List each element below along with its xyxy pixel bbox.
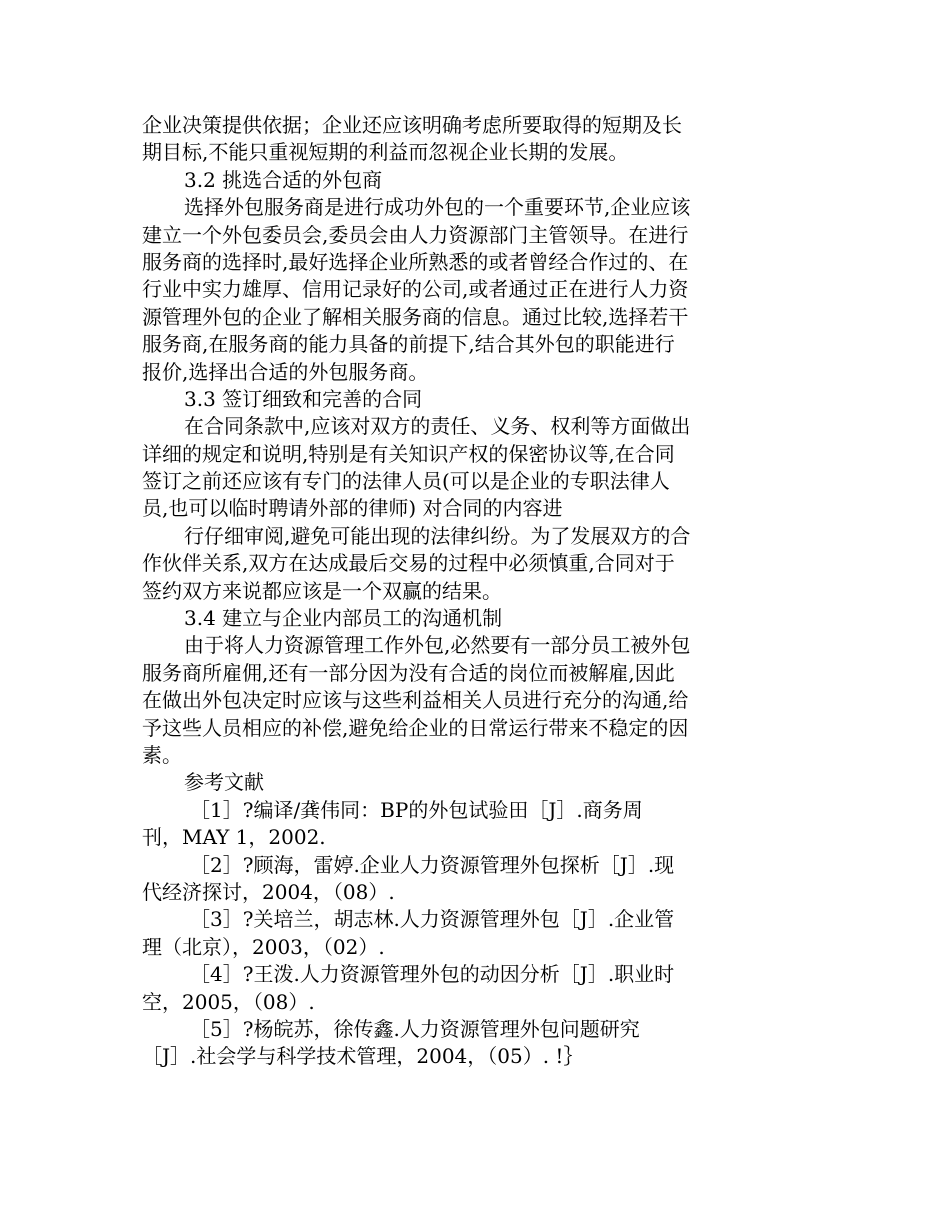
text-line: 代经济探讨，2004，（08）. <box>142 879 395 904</box>
text-line: 建立一个外包委员会,委员会由人力资源部门主管领导。在进行 <box>142 222 689 247</box>
text-line: 素。 <box>142 742 182 767</box>
text-line: 3.2 挑选合适的外包商 <box>184 167 383 192</box>
text-line: 空，2005，（08）. <box>142 989 315 1014</box>
text-line: 在做出外包决定时应该与这些利益相关人员进行充分的沟通,给 <box>142 688 689 713</box>
text-line: ［3］?关培兰，胡志林.人力资源管理外包［J］.企业管 <box>190 907 675 932</box>
text-line: 3.4 建立与企业内部员工的沟通机制 <box>184 606 503 631</box>
text-line: 期目标,不能只重视短期的利益而忽视企业长期的发展。 <box>142 140 629 165</box>
text-line: 选择外包服务商是进行成功外包的一个重要环节,企业应该 <box>184 195 691 220</box>
text-line: 服务商所雇佣,还有一部分因为没有合适的岗位而被解雇,因此 <box>142 660 675 685</box>
text-line: 行业中实力雄厚、信用记录好的公司,或者通过正在进行人力资 <box>142 277 689 302</box>
text-line: 详细的规定和说明,特别是有关知识产权的保密协议等,在合同 <box>142 441 675 466</box>
text-line: ［1］?编译/龚伟同：BP的外包试验田［J］.商务周 <box>190 797 643 822</box>
text-line: 由于将人力资源管理工作外包,必然要有一部分员工被外包 <box>184 633 691 658</box>
text-line: 服务商,在服务商的能力具备的前提下,结合其外包的职能进行 <box>142 332 675 357</box>
text-line: 在合同条款中,应该对双方的责任、义务、权利等方面做出 <box>184 414 691 439</box>
text-line: 作伙伴关系,双方在达成最后交易的过程中必须慎重,合同对于 <box>142 551 675 576</box>
text-line: ［2］?顾海，雷婷.企业人力资源管理外包探析［J］.现 <box>190 852 675 877</box>
text-line: ［4］?王泼.人力资源管理外包的动因分析［J］.职业时 <box>190 962 675 987</box>
text-line: ［J］.社会学与科学技术管理，2004，（05）. !｝ <box>142 1044 584 1069</box>
text-line: 源管理外包的企业了解相关服务商的信息。通过比较,选择若干 <box>142 304 689 329</box>
text-line: 签订之前还应该有专门的法律人员(可以是企业的专职法律人 <box>142 469 670 494</box>
text-line: 服务商的选择时,最好选择企业所熟悉的或者曾经合作过的、在 <box>142 249 689 274</box>
text-line: 员,也可以临时聘请外部的律师) 对合同的内容进 <box>142 496 563 521</box>
text-line: 刊，MAY 1，2002. <box>142 825 326 850</box>
text-line: 企业决策提供依据；企业还应该明确考虑所要取得的短期及长 <box>142 113 682 137</box>
text-line: 签约双方来说都应该是一个双赢的结果。 <box>142 578 502 603</box>
text-line: 行仔细审阅,避免可能出现的法律纠纷。为了发展双方的合 <box>184 523 691 548</box>
text-line: ［5］?杨皖苏，徐传鑫.人力资源管理外包问题研究 <box>190 1016 640 1041</box>
text-line: 参考文献 <box>184 770 264 795</box>
text-line: 理（北京），2003，（02）. <box>142 934 385 959</box>
text-line: 报价,选择出合适的外包服务商。 <box>142 359 429 384</box>
body-text <box>142 112 752 1071</box>
text-line: 予这些人员相应的补偿,避免给企业的日常运行带来不稳定的因 <box>142 715 689 740</box>
text-line: 3.3 签订细致和完善的合同 <box>184 386 423 411</box>
